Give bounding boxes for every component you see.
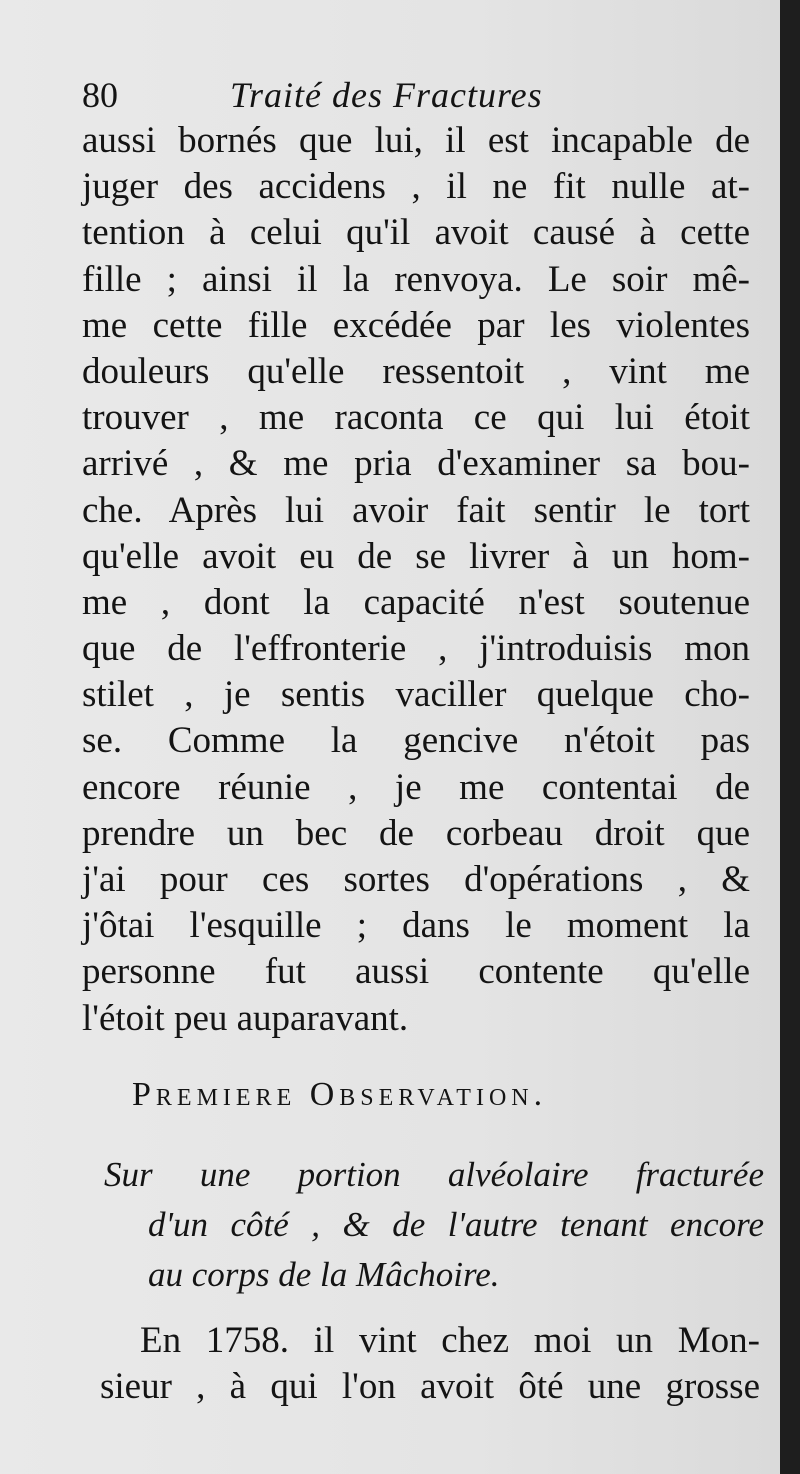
text-line: j'ôtai l'esquille ; dans le moment la: [82, 905, 750, 947]
text-line: arrivé , & me pria d'examiner sa bou-: [82, 443, 750, 485]
text-line: que de l'effronterie , j'introduisis mon: [82, 628, 750, 670]
text-line: sieur , à qui l'on avoit ôté une grosse: [100, 1366, 760, 1407]
text-line: che. Après lui avoir fait sentir le tort: [82, 489, 750, 531]
text-line: stilet , je sentis vaciller quelque cho-: [82, 674, 750, 716]
running-head: Traité des Fractures: [230, 75, 543, 115]
text-line: En 1758. il vint chez moi un Mon-: [140, 1320, 760, 1361]
text-line: qu'elle avoit eu de se livrer à un hom-: [82, 535, 750, 577]
text-line: aussi bornés que lui, il est incapable de: [82, 120, 750, 161]
text-line: juger des accidens , il ne fit nulle at-: [82, 166, 750, 208]
text-line: se. Comme la gencive n'étoit pas: [82, 720, 750, 762]
body-text: [82, 118, 750, 1042]
text-line: me , dont la capacité n'est soutenue: [82, 581, 750, 623]
text-line: encore réunie , je me contentai de: [82, 766, 750, 808]
text-line: fille ; ainsi il la renvoya. Le soir mê-: [82, 258, 750, 300]
page-header: [82, 70, 722, 120]
observation-paragraph: [100, 1318, 760, 1410]
text-line: me cette fille excédée par les violentes: [82, 304, 750, 346]
subtitle-line: Sur une portion alvéolaire fracturée: [104, 1155, 764, 1194]
text-line: j'ai pour ces sortes d'opérations , &: [82, 859, 750, 900]
section-subtitle: [104, 1150, 764, 1300]
section-heading: Premiere Observation.: [132, 1076, 548, 1113]
page-edge: [780, 0, 800, 1474]
text-line: prendre un bec de corbeau droit que: [82, 812, 750, 854]
text-line: personne fut aussi contente qu'elle: [82, 951, 750, 993]
text-line: douleurs qu'elle ressentoit , vint me: [82, 350, 750, 392]
subtitle-line: d'un côté , & de l'autre tenant encore: [148, 1205, 764, 1244]
page-number: 80: [82, 75, 118, 115]
subtitle-line: au corps de la Mâchoire.: [148, 1255, 500, 1294]
text-line: tention à celui qu'il avoit causé à cette: [82, 212, 750, 254]
text-line: l'étoit peu auparavant.: [82, 997, 409, 1039]
text-line: trouver , me raconta ce qui lui étoit: [82, 397, 750, 439]
